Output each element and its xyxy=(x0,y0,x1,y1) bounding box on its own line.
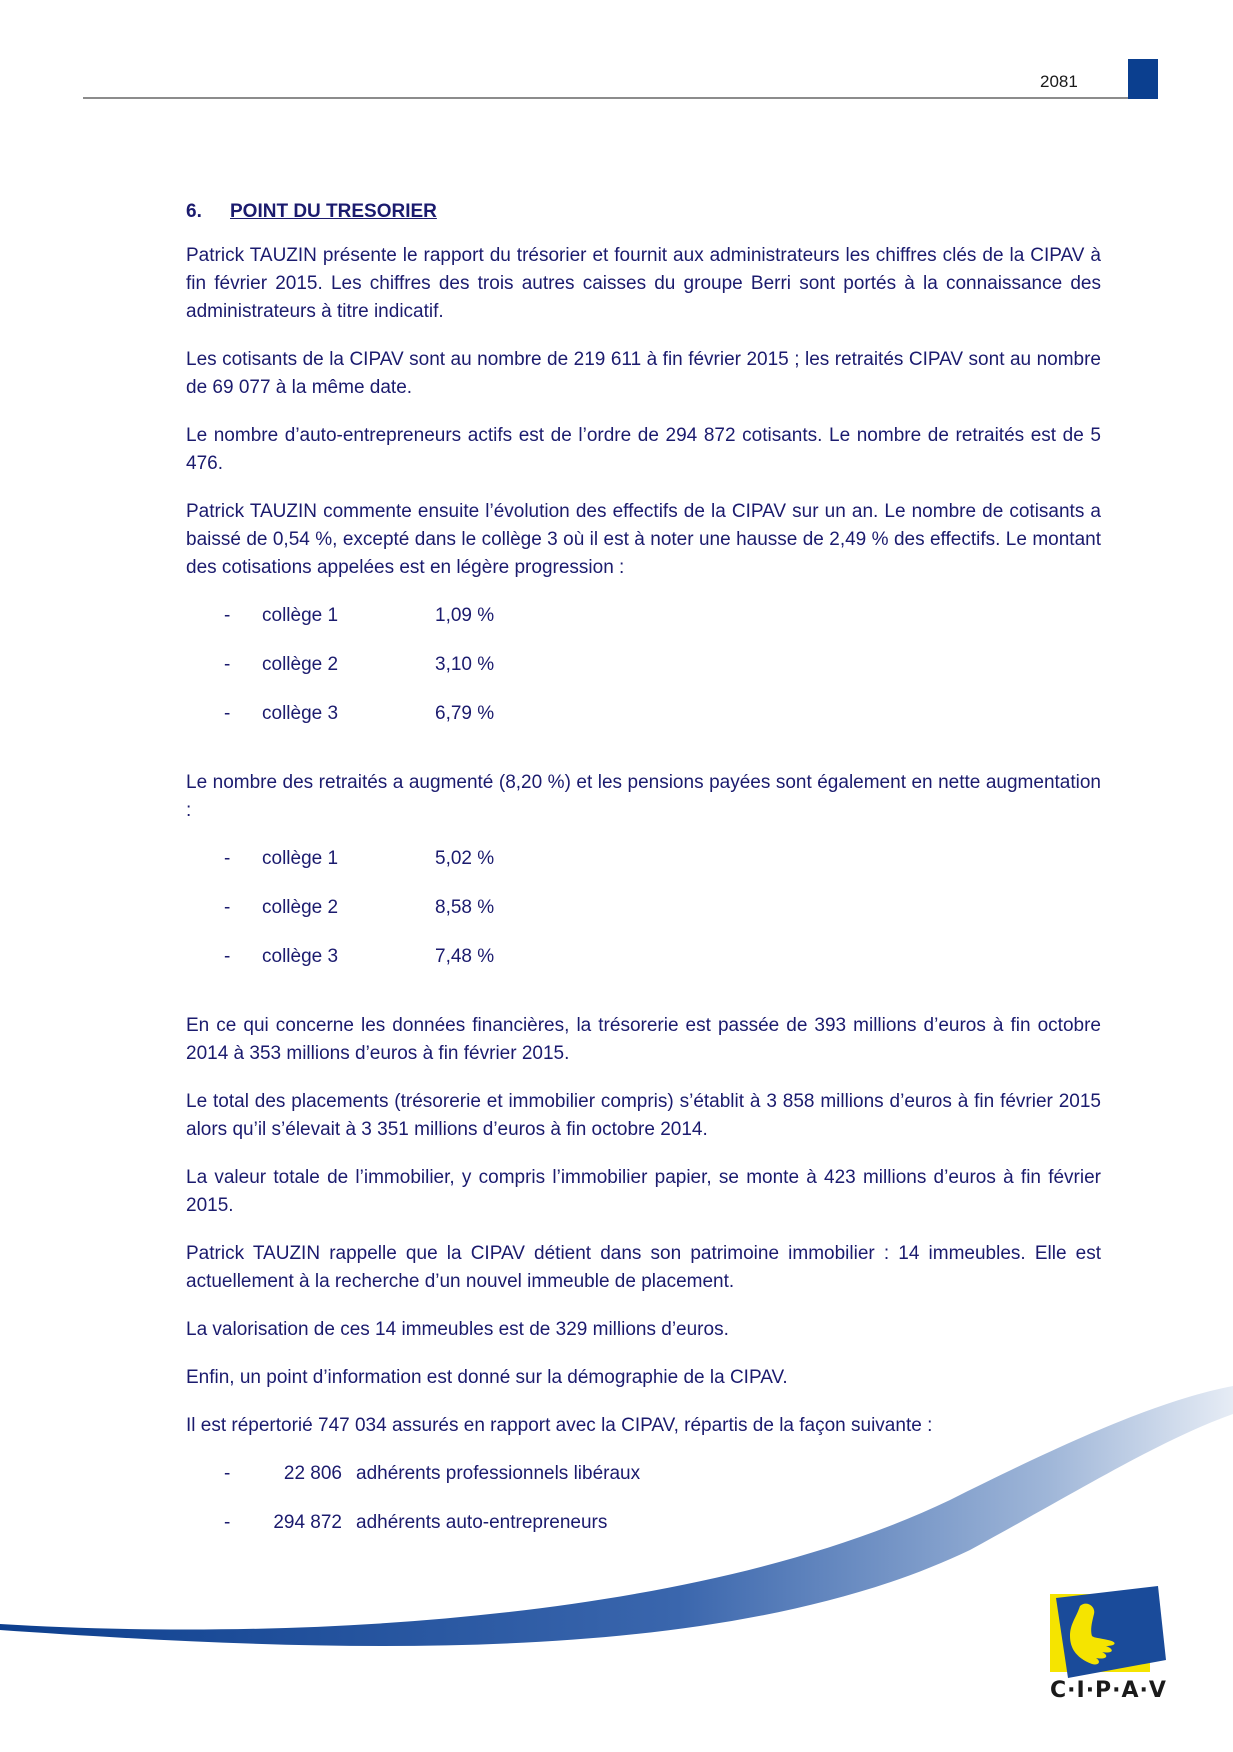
member-category: adhérents professionnels libéraux xyxy=(356,1463,641,1484)
bullet-dash: - xyxy=(224,703,231,724)
paragraph-evolution: Patrick TAUZIN commente ensuite l’évolution des effectifs de la CIPAV sur un an. Le nombre de cotisants a baissé de 0,54 %, excepté dans le collège 3 où il est à noter une hausse de 2,49 % des effectifs. Le montant des cotisations appelées est en légère progression : xyxy=(186,501,1101,578)
paragraph-intro: Patrick TAUZIN présente le rapport du trésorier et fournit aux administrateurs les chiffres clés de la CIPAV à fin février 2015. Les chiffres des trois autres caisses du groupe Berri sont portés à la connaissance des administrateurs à titre indicatif. xyxy=(186,245,1101,322)
bullet-dash: - xyxy=(224,1463,231,1484)
paragraph-valorisation: La valorisation de ces 14 immeubles est de 329 millions d’euros. xyxy=(186,1319,729,1340)
cipav-logo-text: C·I·P·A·V xyxy=(1050,1678,1167,1703)
college-label: collège 3 xyxy=(262,703,339,724)
college-label: collège 2 xyxy=(262,654,339,675)
cipav-logo-icon xyxy=(1046,1586,1176,1726)
header-rule xyxy=(83,97,1130,99)
bullet-dash: - xyxy=(224,1512,231,1533)
pensions-list xyxy=(186,845,1101,992)
college-label: collège 3 xyxy=(262,946,339,967)
paragraph-patrimoine: Patrick TAUZIN rappelle que la CIPAV détient dans son patrimoine immobilier : 14 immeubles. Elle est actuellement à la recherche d’un nouvel immeuble de placement. xyxy=(186,1243,1101,1292)
bullet-dash: - xyxy=(224,654,231,675)
bullet-dash: - xyxy=(224,605,231,626)
section-number: 6. xyxy=(186,201,202,222)
paragraph-placements: Le total des placements (trésorerie et immobilier compris) s’établit à 3 858 millions d’euros à fin février 2015 alors qu’il s’élevait à 3 351 millions d’euros à fin octobre 2014. xyxy=(186,1091,1101,1140)
bullet-dash: - xyxy=(224,848,231,869)
list-item xyxy=(186,602,1101,651)
percentage-value: 7,48 % xyxy=(435,946,495,967)
page-number: 2081 xyxy=(1040,72,1078,91)
member-count: 294 872 xyxy=(273,1512,342,1533)
paragraph-tresorerie: En ce qui concerne les données financières, la trésorerie est passée de 393 millions d’euros à fin octobre 2014 à 353 millions d’euros à fin février 2015. xyxy=(186,1015,1101,1064)
paragraph-retraites: Le nombre des retraités a augmenté (8,20 %) et les pensions payées sont également en nette augmentation : xyxy=(186,772,1101,821)
percentage-value: 8,58 % xyxy=(435,897,495,918)
cotisations-list xyxy=(186,602,1101,749)
college-label: collège 2 xyxy=(262,897,339,918)
percentage-value: 6,79 % xyxy=(435,703,495,724)
list-item xyxy=(186,943,1101,992)
percentage-value: 1,09 % xyxy=(435,605,495,626)
list-item xyxy=(186,700,1101,749)
paragraph-immobilier: La valeur totale de l’immobilier, y compris l’immobilier papier, se monte à 423 millions d’euros à fin février 2015. xyxy=(186,1167,1101,1216)
paragraph-cotisants: Les cotisants de la CIPAV sont au nombre de 219 611 à fin février 2015 ; les retraités CIPAV sont au nombre de 69 077 à la même date. xyxy=(186,349,1101,398)
section-title: POINT DU TRESORIER xyxy=(230,201,437,222)
list-item xyxy=(186,845,1101,894)
member-category: adhérents auto-entrepreneurs xyxy=(356,1512,608,1533)
bullet-dash: - xyxy=(224,946,231,967)
paragraph-demographie: Enfin, un point d’information est donné sur la démographie de la CIPAV. xyxy=(186,1367,788,1388)
member-count: 22 806 xyxy=(283,1463,342,1484)
section-heading xyxy=(186,198,1101,226)
college-label: collège 1 xyxy=(262,605,339,626)
percentage-value: 5,02 % xyxy=(435,848,495,869)
bullet-dash: - xyxy=(224,897,231,918)
percentage-value: 3,10 % xyxy=(435,654,495,675)
paragraph-auto-entrepreneurs: Le nombre d’auto-entrepreneurs actifs est de l’ordre de 294 872 cotisants. Le nombre de retraités est de 5 476. xyxy=(186,425,1101,474)
paragraph-assures: Il est répertorié 747 034 assurés en rapport avec la CIPAV, répartis de la façon suivante : xyxy=(186,1415,933,1436)
document-body xyxy=(186,198,1101,1578)
list-item xyxy=(186,894,1101,943)
list-item xyxy=(186,651,1101,700)
college-label: collège 1 xyxy=(262,848,339,869)
header-accent-block xyxy=(1128,59,1158,99)
